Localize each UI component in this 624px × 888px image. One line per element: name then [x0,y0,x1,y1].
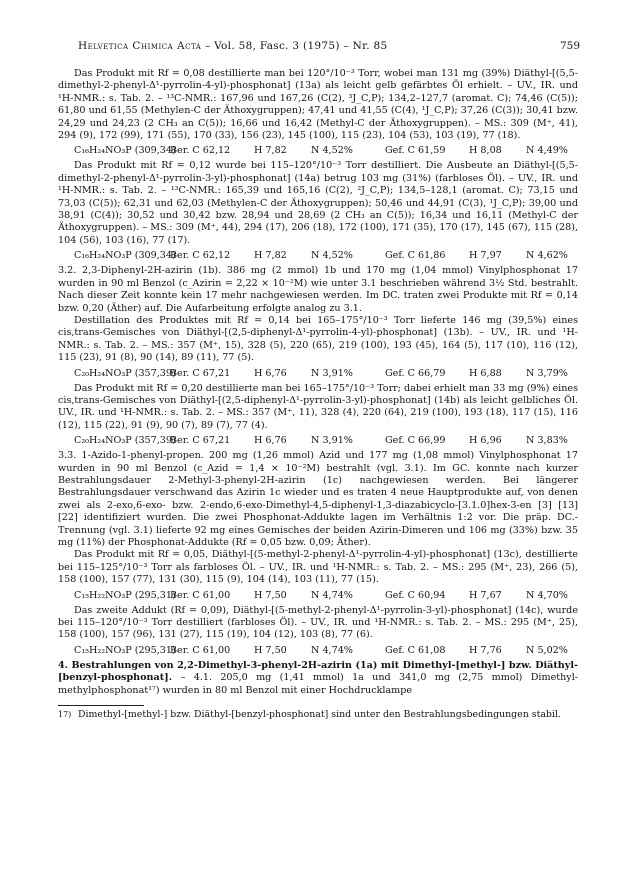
elemental-analysis-13c [74,589,578,602]
calc-h: H 7,50 [254,644,287,656]
calc-n: N 4,52% [311,145,353,157]
running-header [78,40,578,52]
paragraph-13a: Das Produkt mit Rf = 0,08 destillierte man bei 120°/10⁻³ Torr, wobei man 131 mg (39%) Diäthyl-[(5,5-dimethyl-2-phenyl-Δ¹-pyrrolin-4-yl)-phosphonat] (13a) als leicht gelb gefärbtes Öl erhielt. – UV., IR. und ¹H-NMR.: s. Tab. 2. – ¹³C-NMR.: 167,96 und 167,26 (C(2), ³J_C,P); 134,2–127,7 (aromat. C); 74,46 (C(5)); 61,80 und 61,55 (Methylen-C der Äthoxygruppen); 47,41 und 41,55 (C(4), ¹J_C,P); 37,26 (C(3)); 30,41 bzw. 24,29 und 24,23 (2 CH₃ an C(5)); 16,66 und 16,42 (Methyl-C der Äthoxygruppen). – MS.: 309 (M⁺, 41), 294 (9), 172 (99), 171 (55), 170 (33), 156 (23), 145 (100), 115 (23), 104 (53), 103 (19), 77 (18). [58,68,578,142]
found-n: N 3,79% [526,367,568,379]
found-n: N 4,62% [526,250,568,262]
journal-page [58,40,578,721]
calc-h: H 7,82 [254,145,287,157]
elemental-analysis-14c [74,644,578,657]
found-c: Gef. C 66,99 [385,435,446,447]
section-4-heading: 4. Bestrahlungen von 2,2-Dimethyl-3-phenyl-2H-azirin (1a) mit Dimethyl-[methyl-] bzw. Diäthyl-[benzyl-phosphonat]. [58,659,578,684]
calc-h: H 6,76 [254,435,287,447]
paragraph-13b: Destillation des Produktes mit Rf = 0,14 bei 165–175°/10⁻³ Torr lieferte 146 mg (39,5%) eines cis,trans-Gemisches von Diäthyl-[(2,5-diphenyl-Δ¹-pyrrolin-4-yl)-phosphonat] (13b). – UV., IR. und ¹H-NMR.: s. Tab. 2. – MS.: 357 (M⁺, 15), 328 (5), 220 (65), 219 (100), 193 (45), 164 (5), 117 (10), 116 (12), 115 (23), 91 (8), 90 (14), 89 (11), 77 (5). [58,314,578,364]
elemental-analysis-14a [74,249,578,262]
section-3-3: 3.3. 1-Azido-1-phenyl-propen. 200 mg (1,26 mmol) Azid und 177 mg (1,08 mmol) Vinylphosphonat 17 wurden in 90 ml Benzol (c_Azid = 1,4 × 10⁻²M) bestrahlt (vgl. 3.1). Im GC. konnte nach kurzer Bestrahlungsdauer 2-Methyl-3-phenyl-2H-azirin (1c) nachgewiesen werden. Bei längerer Bestrahlungsdauer verschwand das Azirin 1c wieder und es traten 4 neue Hauptprodukte auf, von denen zwei als 2-exo,6-exo- bzw. 2-endo,6-exo-Dimethyl-4,5-diphenyl-1,3-diazabicyclo-[3.1.0]hex-3-en [3] [13] [22] identifiziert wurden. Die zwei Phosphonat-Addukte lagen im Verhältnis 1:2 vor. Die präp. DC.-Trennung (vgl. 3.1) lieferte 92 mg eines Gemisches der beiden Azirin-Dimeren und 106 mg (33%) bzw. 35 mg (11%) der Phosphonat-Addukte (Rf = 0,05 bzw. 0,09; Äther). [58,450,578,548]
found-h: H 7,76 [469,644,502,656]
found-h: H 6,88 [469,367,502,379]
found-h: H 8,08 [469,145,502,157]
elemental-analysis-14b [74,434,578,447]
formula-mass: C₂₀H₂₄NO₃P (357,39) [74,435,176,447]
found-c: Gef. C 61,86 [385,250,446,262]
calc-c: Ber. C 61,00 [170,644,231,656]
calc-n: N 3,91% [311,367,353,379]
paragraph-14b: Das Produkt mit Rf = 0,20 destillierte man bei 165–175°/10⁻³ Torr; dabei erhielt man 33 mg (9%) eines cis,trans-Gemisches von Diäthyl-[(2,5-diphenyl-Δ¹-pyrrolin-3-yl)-phosphonat] (14b) als leicht gelbliches Öl. UV., IR. und ¹H-NMR.: s. Tab. 2. – MS.: 357 (M⁺, 11), 328 (4), 220 (64), 219 (100), 193 (18), 117 (15), 116 (12), 115 (22), 91 (9), 90 (7), 89 (7), 77 (4). [58,382,578,431]
volume-info: – Vol. 58, Fasc. 3 (1975) – Nr. 85 [204,40,388,52]
found-h: H 7,67 [469,589,502,601]
footnote-17 [58,709,578,721]
section-3-2: 3.2. 2,3-Diphenyl-2H-azirin (1b). 386 mg (2 mmol) 1b und 170 mg (1,04 mmol) Vinylphosphonat 17 wurden in 90 ml Benzol (c_Azirin = 2,22 × 10⁻²M) wie unter 3.1 beschrieben während 3½ Std. bestrahlt. Nach dieser Zeit konnte kein 17 mehr nachgewiesen werden. Im DC. traten zwei Produkte mit Rf = 0,14 bzw. 0,20 (Äther) auf. Die Aufarbeitung erfolgte analog zu 3.1. [58,265,578,314]
calc-n: N 4,74% [311,644,353,656]
found-n: N 3,83% [526,435,568,447]
found-n: N 5,02% [526,644,568,656]
calc-c: Ber. C 62,12 [170,250,231,262]
calc-n: N 4,74% [311,589,353,601]
page-number: 759 [559,40,580,52]
footnote-divider [58,705,144,706]
calc-c: Ber. C 62,12 [170,145,231,157]
calc-n: N 3,91% [311,435,353,447]
formula-mass: C₂₀H₂₄NO₃P (357,39) [74,367,176,379]
calc-c: Ber. C 67,21 [170,367,231,379]
footnote-mark: 17) [58,710,72,720]
formula-mass: C₁₅H₂₂NO₃P (295,31) [74,644,176,656]
footnote-text: Dimethyl-[methyl-] bzw. Diäthyl-[benzyl-phosphonat] sind unter den Bestrahlungsbedingungen stabil. [78,709,561,721]
calc-h: H 7,82 [254,250,287,262]
formula-mass: C₁₆H₂₄NO₃P (309,34) [74,145,176,157]
article-body [58,68,578,721]
found-c: Gef. C 61,59 [385,145,446,157]
calc-n: N 4,52% [311,250,353,262]
paragraph-14c: Das zweite Addukt (Rf = 0,09), Diäthyl-[(5-methyl-2-phenyl-Δ¹-pyrrolin-3-yl)-phosphonat] (14c), wurde bei 115–120°/10⁻³ Torr destilliert (farbloses Öl). – UV., IR. und ¹H-NMR.: s. Tab. 2. – MS.: 295 (M⁺, 25), 158 (100), 157 (96), 131 (27), 115 (19), 104 (12), 103 (8), 77 (6). [58,604,578,641]
section-4-text: – 4.1. 205,0 mg (1,41 mmol) 1a und 341,0 mg (2,75 mmol) Dimethyl-methylphosphonat¹⁷) wurden in 80 ml Benzol mit einer Hochdrucklampe [58,672,579,696]
journal-name: Helvetica Chimica Acta [78,40,202,52]
found-c: Gef. C 66,79 [385,367,446,379]
found-h: H 6,96 [469,435,502,447]
paragraph-14a: Das Produkt mit Rf = 0,12 wurde bei 115–120°/10⁻³ Torr destilliert. Die Ausbeute an Diäthyl-[(5,5-dimethyl-2-phenyl-Δ¹-pyrrolin-3-yl)-phosphonat] (14a) betrug 103 mg (31%) (farbloses Öl). – UV., IR. und ¹H-NMR.: s. Tab. 2. – ¹³C-NMR.: 165,39 und 165,16 (C(2), ²J_C,P); 134,5–128,1 (aromat. C); 73,15 und 73,03 (C(5)); 62,31 und 62,03 (Methylen-C der Äthoxygruppen); 50,46 und 44,91 (C(3), ¹J_C,P); 39,00 und 38,91 (C(4)); 30,52 und 30,42 bzw. 28,94 und 28,69 (2 CH₃ an C(5)); 16,34 und 16,11 (Methyl-C der Äthoxygruppen). – MS.: 309 (M⁺, 44), 294 (17), 206 (18), 172 (100), 171 (35), 170 (17), 145 (67), 115 (28), 104 (56), 103 (16), 77 (17). [58,160,578,246]
calc-h: H 6,76 [254,367,287,379]
calc-h: H 7,50 [254,589,287,601]
found-n: N 4,70% [526,589,568,601]
section-4 [58,660,578,697]
calc-c: Ber. C 67,21 [170,435,231,447]
found-n: N 4,49% [526,145,568,157]
formula-mass: C₁₆H₂₄NO₃P (309,34) [74,250,176,262]
calc-c: Ber. C 61,00 [170,589,231,601]
paragraph-13c: Das Produkt mit Rf = 0,05, Diäthyl-[(5-methyl-2-phenyl-Δ¹-pyrrolin-4-yl)-phosphonat] (13c), destillierte bei 115–125°/10⁻³ Torr als farbloses Öl. – UV., IR. und ¹H-NMR.: s. Tab. 2. – MS.: 295 (M⁺, 23), 266 (5), 158 (100), 157 (77), 131 (30), 115 (9), 104 (14), 103 (11), 77 (15). [58,549,578,586]
found-c: Gef. C 60,94 [385,589,446,601]
running-title [78,40,387,52]
formula-mass: C₁₅H₂₂NO₃P (295,31) [74,589,176,601]
elemental-analysis-13a [74,144,578,157]
found-h: H 7,97 [469,250,502,262]
found-c: Gef. C 61,08 [385,644,446,656]
elemental-analysis-13b [74,367,578,380]
